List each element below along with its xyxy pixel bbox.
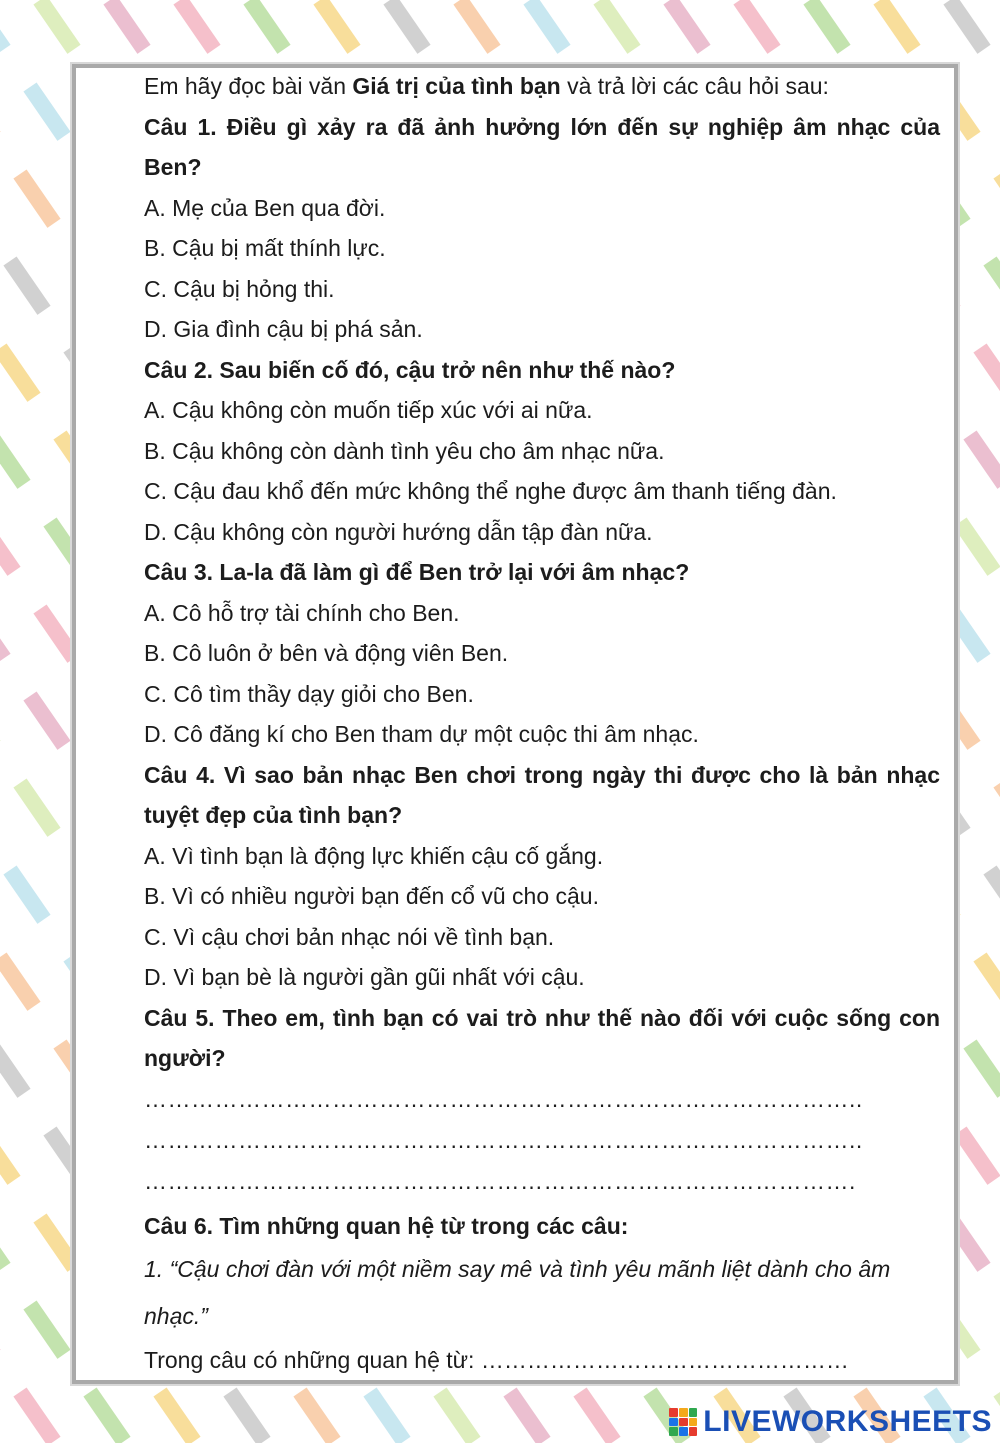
background-stripe bbox=[10, 261, 44, 310]
background-stripe bbox=[810, 0, 844, 49]
q6-sentence: 1. “Cậu chơi đàn với một niềm say mê và tình yêu mãnh liệt dành cho âm nhạc.” bbox=[144, 1256, 891, 1329]
background-stripe bbox=[0, 0, 4, 49]
q4-option-a[interactable]: A. Vì tình bạn là động lực khiến cậu cố gắng. bbox=[144, 842, 604, 869]
q1-option-c[interactable]: C. Cậu bị hỏng thi. bbox=[144, 275, 335, 302]
q4-option-b[interactable]: B. Vì có nhiều người bạn đến cổ vũ cho cậu. bbox=[144, 883, 599, 909]
background-stripe bbox=[740, 0, 774, 49]
background-stripe bbox=[880, 0, 914, 49]
background-stripe bbox=[0, 1218, 4, 1267]
question-5: Câu 5. Theo em, tình bạn có vai trò như thế nào đối với cuộc sống con người? bbox=[144, 1004, 940, 1071]
background-stripe bbox=[40, 609, 74, 658]
background-stripe bbox=[530, 0, 564, 49]
background-stripe bbox=[20, 783, 54, 832]
logo-square bbox=[669, 1418, 678, 1427]
background-stripe bbox=[950, 0, 984, 49]
background-stripe bbox=[960, 1131, 994, 1180]
question-2: Câu 2. Sau biến cố đó, cậu trở nên như thế nào? bbox=[144, 356, 676, 383]
question-3: Câu 3. La-la đã làm gì để Ben trở lại với âm nhạc? bbox=[144, 559, 690, 585]
background-stripe bbox=[440, 1392, 474, 1441]
background-stripe bbox=[30, 696, 64, 745]
background-stripe bbox=[0, 1044, 24, 1093]
q1-option-d[interactable]: D. Gia đình cậu bị phá sản. bbox=[144, 316, 423, 342]
logo-grid-icon bbox=[669, 1408, 697, 1436]
background-stripe bbox=[180, 0, 214, 49]
logo-square bbox=[689, 1418, 698, 1427]
intro-line: Em hãy đọc bài văn Giá trị của tình bạn và trả lời các câu hỏi sau: bbox=[144, 73, 829, 99]
q3-option-a[interactable]: A. Cô hỗ trợ tài chính cho Ben. bbox=[144, 599, 460, 626]
logo-square bbox=[669, 1427, 678, 1436]
logo-square bbox=[689, 1408, 698, 1417]
background-stripe bbox=[370, 1392, 404, 1441]
q5-answer-line-2[interactable]: ……………………………………………………………………………….. bbox=[144, 1126, 863, 1153]
logo-square bbox=[689, 1427, 698, 1436]
background-stripe bbox=[30, 87, 64, 136]
liveworksheets-logo[interactable] bbox=[669, 1405, 992, 1439]
background-stripe bbox=[460, 0, 494, 49]
background-stripe bbox=[600, 0, 634, 49]
background-stripe bbox=[580, 1392, 614, 1441]
logo-square bbox=[679, 1418, 688, 1427]
background-stripe bbox=[0, 957, 34, 1006]
background-stripe bbox=[510, 1392, 544, 1441]
story-title: Giá trị của tình bạn bbox=[352, 73, 561, 99]
background-stripe bbox=[970, 1044, 1000, 1093]
background-stripe bbox=[0, 522, 14, 571]
background-stripe bbox=[40, 1218, 74, 1267]
background-stripe bbox=[40, 0, 74, 49]
background-stripe bbox=[20, 1392, 54, 1441]
background-stripe bbox=[0, 1131, 14, 1180]
q3-option-d[interactable]: D. Cô đăng kí cho Ben tham dự một cuộc thi âm nhạc. bbox=[144, 721, 699, 747]
background-stripe bbox=[0, 348, 34, 397]
background-stripe bbox=[320, 0, 354, 49]
question-1: Câu 1. Điều gì xảy ra đã ảnh hưởng lớn đến sự nghiệp âm nhạc của Ben? bbox=[144, 113, 940, 180]
q2-option-a[interactable]: A. Cậu không còn muốn tiếp xúc với ai nữa. bbox=[144, 397, 593, 423]
logo-square bbox=[679, 1408, 688, 1417]
q3-option-b[interactable]: B. Cô luôn ở bên và động viên Ben. bbox=[144, 640, 509, 666]
question-4: Câu 4. Vì sao bản nhạc Ben chơi trong ngày thi được cho là bản nhạc tuyệt đẹp của tình bạn? bbox=[144, 761, 940, 828]
q6-answer-prompt[interactable]: Trong câu có những quan hệ từ: ………………………………………… bbox=[144, 1347, 849, 1373]
q5-answer-line-3[interactable]: ………………………………………………………………………………. bbox=[144, 1167, 856, 1194]
logo-square bbox=[669, 1408, 678, 1417]
background-stripe bbox=[970, 435, 1000, 484]
background-stripe bbox=[10, 870, 44, 919]
q2-option-c[interactable]: C. Cậu đau khổ đến mức không thể nghe được âm thanh tiếng đàn. bbox=[144, 478, 837, 504]
worksheet-content bbox=[144, 66, 940, 1381]
question-6: Câu 6. Tìm những quan hệ từ trong các câu: bbox=[144, 1212, 629, 1239]
background-stripe bbox=[990, 870, 1000, 919]
background-stripe bbox=[990, 261, 1000, 310]
background-stripe bbox=[90, 1392, 124, 1441]
background-stripe bbox=[980, 957, 1000, 1006]
q5-answer-line-1[interactable]: ……………………………………………………………………………….. bbox=[144, 1085, 863, 1112]
logo-square bbox=[679, 1427, 688, 1436]
q1-option-a[interactable]: A. Mẹ của Ben qua đời. bbox=[144, 194, 386, 221]
background-stripe bbox=[30, 1305, 64, 1354]
q3-option-c[interactable]: C. Cô tìm thầy dạy giỏi cho Ben. bbox=[144, 680, 474, 707]
q2-option-d[interactable]: D. Cậu không còn người hướng dẫn tập đàn nữa. bbox=[144, 518, 653, 545]
background-stripe bbox=[160, 1392, 194, 1441]
logo-text: LIVEWORKSHEETS bbox=[703, 1405, 992, 1438]
background-stripe bbox=[0, 435, 24, 484]
q4-option-c[interactable]: C. Vì cậu chơi bản nhạc nói về tình bạn. bbox=[144, 923, 555, 950]
background-stripe bbox=[250, 0, 284, 49]
q2-option-b[interactable]: B. Cậu không còn dành tình yêu cho âm nhạc nữa. bbox=[144, 437, 665, 464]
background-stripe bbox=[0, 609, 4, 658]
background-stripe bbox=[960, 522, 994, 571]
q1-option-b[interactable]: B. Cậu bị mất thính lực. bbox=[144, 235, 386, 261]
background-stripe bbox=[300, 1392, 334, 1441]
background-stripe bbox=[390, 0, 424, 49]
background-stripe bbox=[980, 348, 1000, 397]
background-stripe bbox=[230, 1392, 264, 1441]
q4-option-d[interactable]: D. Vì bạn bè là người gần gũi nhất với cậu. bbox=[144, 964, 585, 990]
background-stripe bbox=[670, 0, 704, 49]
background-stripe bbox=[20, 174, 54, 223]
background-stripe bbox=[110, 0, 144, 49]
